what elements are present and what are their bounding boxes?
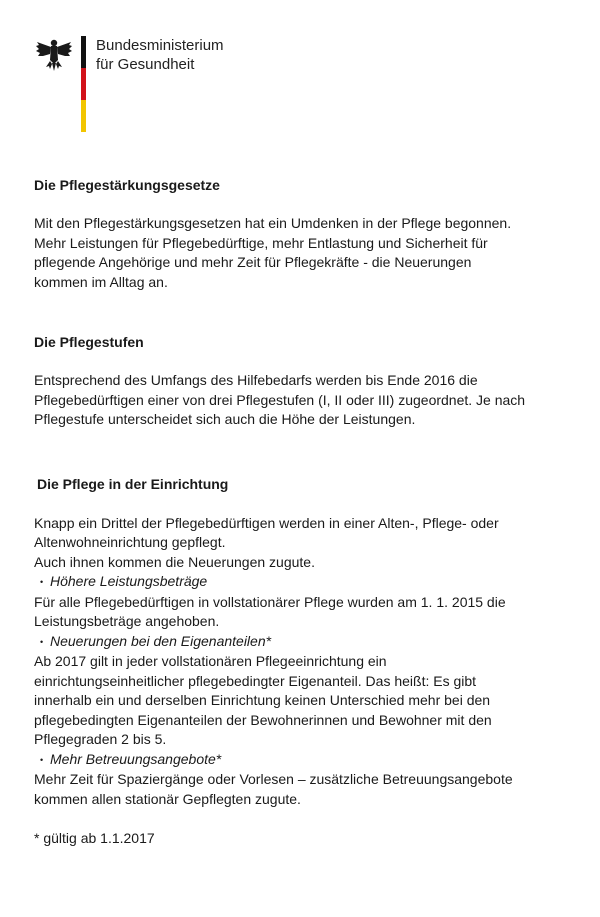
paragraph-line: einrichtungseinheitlicher pflegebedingter Eigenanteil. Das heißt: Es gibt: [34, 672, 477, 689]
paragraph-line: Pflegegraden 2 bis 5.: [34, 731, 167, 747]
bullet-heading-text: Höhere Leistungsbeträge: [50, 573, 208, 589]
paragraph-line: Entsprechend des Umfangs des Hilfebedarfs werden bis Ende 2016 die: [34, 372, 478, 388]
section-title-pflegestufen: Die Pflegestufen: [34, 334, 144, 350]
paragraph-line: Knapp ein Drittel der Pflegebedürftigen werden in einer Alten-, Pflege- oder: [34, 514, 499, 531]
bullet-icon: •: [40, 577, 44, 587]
flag-stripe-gold: [81, 100, 86, 132]
paragraph-line: kommen allen stationär Gepflegten zugute.: [34, 790, 301, 807]
section-body-einrichtung: [34, 514, 574, 810]
paragraph-line: innerhalb ein und derselben Einrichtung keinen Unterschied mehr bei den: [34, 692, 491, 708]
paragraph-line: pflegebedingten Eigenanteilen der Bewohnerinnen und Bewohner mit den: [34, 711, 492, 728]
footnote: * gültig ab 1.1.2017: [34, 830, 155, 846]
ministry-logo: [34, 34, 234, 134]
ministry-name-line1: Bundesministerium: [96, 37, 224, 54]
paragraph-line: Altenwohneinrichtung gepflegt.: [34, 534, 226, 550]
paragraph-line: Ab 2017 gilt in jeder vollstationären Pflegeeinrichtung ein: [34, 653, 387, 669]
bullet-icon: •: [40, 636, 44, 647]
bullet-heading: [34, 632, 574, 653]
document-body: [34, 176, 574, 849]
flag-bar: [81, 36, 86, 132]
paragraph-line: Mehr Leistungen für Pflegebedürftige, mehr Entlastung und Sicherheit für: [34, 234, 488, 251]
ministry-name: [96, 36, 224, 74]
bullet-icon: •: [40, 754, 44, 765]
paragraph-line: Mehr Zeit für Spaziergänge oder Vorlesen – zusätzliche Betreuungsangebote: [34, 771, 513, 787]
bullet-heading: [34, 572, 574, 593]
section-title-pflegestaerkungsgesetze: Die Pflegestärkungsgesetze: [34, 177, 220, 193]
paragraph-line: Mit den Pflegestärkungsgesetzen hat ein Umdenken in der Pflege begonnen.: [34, 215, 512, 231]
flag-stripe-black: [81, 36, 86, 68]
paragraph-line: Auch ihnen kommen die Neuerungen zugute.: [34, 553, 315, 570]
section-body-pflegestaerkungsgesetze: [34, 214, 574, 292]
section-body-pflegestufen: [34, 371, 574, 430]
bullet-heading-text: Mehr Betreuungsangebote*: [50, 750, 222, 767]
paragraph-line: kommen im Alltag an.: [34, 273, 168, 290]
paragraph-line: Pflegebedürftigen einer von drei Pflegestufen (I, II oder III) zugeordnet. Je nach: [34, 391, 526, 408]
federal-eagle-icon: [34, 36, 74, 72]
section-title-einrichtung: Die Pflege in der Einrichtung: [37, 475, 229, 492]
paragraph-line: Leistungsbeträge angehoben.: [34, 613, 220, 629]
ministry-name-line2: für Gesundheit: [96, 56, 195, 73]
paragraph-line: Pflegestufe unterscheidet sich auch die Höhe der Leistungen.: [34, 411, 416, 427]
paragraph-line: pflegende Angehörige und mehr Zeit für Pflegekräfte - die Neuerungen: [34, 254, 472, 270]
bullet-heading: [34, 750, 574, 771]
paragraph-line: Für alle Pflegebedürftigen in vollstationärer Pflege wurden am 1. 1. 2015 die: [34, 593, 506, 610]
bullet-heading-text: Neuerungen bei den Eigenanteilen*: [50, 632, 272, 649]
flag-stripe-red: [81, 68, 86, 100]
